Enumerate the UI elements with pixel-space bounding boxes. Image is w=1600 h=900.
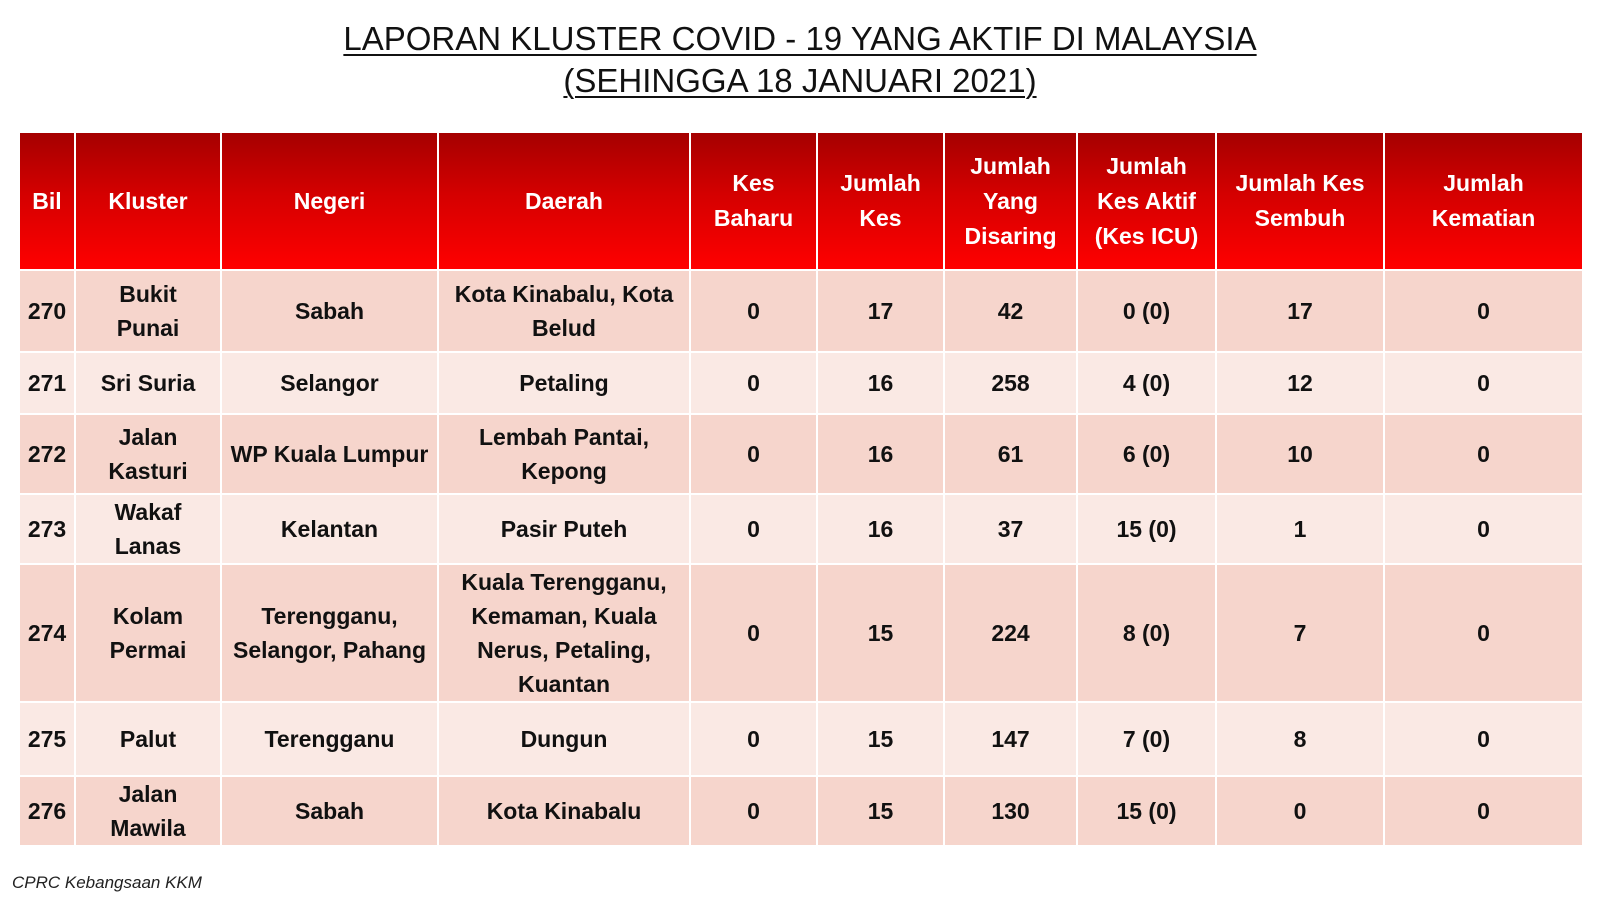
cell-kematian: 0 — [1384, 494, 1583, 564]
header-bil: Bil — [19, 132, 75, 270]
cell-jumlah-kes: 15 — [817, 564, 944, 702]
cell-negeri: Terengganu, Selangor, Pahang — [221, 564, 438, 702]
cell-negeri: Sabah — [221, 270, 438, 352]
cell-negeri: Terengganu — [221, 702, 438, 776]
table-row — [19, 270, 1583, 352]
cell-kematian: 0 — [1384, 564, 1583, 702]
header-kluster: Kluster — [75, 132, 221, 270]
table-row — [19, 352, 1583, 414]
cell-negeri: Sabah — [221, 776, 438, 846]
header-jumlah-kes: Jumlah Kes — [817, 132, 944, 270]
cell-bil: 273 — [19, 494, 75, 564]
cell-kematian: 0 — [1384, 414, 1583, 494]
cell-kes-aktif: 8 (0) — [1077, 564, 1216, 702]
cell-kes-baharu: 0 — [690, 494, 817, 564]
cell-jumlah-disaring: 130 — [944, 776, 1077, 846]
cell-kluster: Wakaf Lanas — [75, 494, 221, 564]
cell-kes-baharu: 0 — [690, 776, 817, 846]
cell-kes-baharu: 0 — [690, 702, 817, 776]
cell-kematian: 0 — [1384, 352, 1583, 414]
cell-kes-aktif: 7 (0) — [1077, 702, 1216, 776]
header-kes-baharu: Kes Baharu — [690, 132, 817, 270]
cell-kes-aktif: 4 (0) — [1077, 352, 1216, 414]
title-line-2: (SEHINGGA 18 JANUARI 2021) — [563, 62, 1037, 99]
header-negeri: Negeri — [221, 132, 438, 270]
cell-bil: 271 — [19, 352, 75, 414]
cell-jumlah-kes: 15 — [817, 702, 944, 776]
cell-daerah: Dungun — [438, 702, 690, 776]
cell-kes-baharu: 0 — [690, 270, 817, 352]
cell-daerah: Kota Kinabalu, Kota Belud — [438, 270, 690, 352]
cell-kes-sembuh: 1 — [1216, 494, 1384, 564]
cell-kes-aktif: 6 (0) — [1077, 414, 1216, 494]
cell-bil: 276 — [19, 776, 75, 846]
cell-kluster: Bukit Punai — [75, 270, 221, 352]
cell-kes-sembuh: 0 — [1216, 776, 1384, 846]
cell-kes-baharu: 0 — [690, 564, 817, 702]
cell-jumlah-disaring: 61 — [944, 414, 1077, 494]
cell-kes-aktif: 15 (0) — [1077, 494, 1216, 564]
cell-kematian: 0 — [1384, 702, 1583, 776]
cell-kematian: 0 — [1384, 270, 1583, 352]
cell-kes-sembuh: 10 — [1216, 414, 1384, 494]
cell-bil: 270 — [19, 270, 75, 352]
cell-negeri: WP Kuala Lumpur — [221, 414, 438, 494]
cell-daerah: Pasir Puteh — [438, 494, 690, 564]
cell-kes-sembuh: 17 — [1216, 270, 1384, 352]
header-daerah: Daerah — [438, 132, 690, 270]
cell-jumlah-kes: 16 — [817, 352, 944, 414]
cell-kluster: Sri Suria — [75, 352, 221, 414]
cell-daerah: Lembah Pantai, Kepong — [438, 414, 690, 494]
cell-kes-aktif: 15 (0) — [1077, 776, 1216, 846]
table-row — [19, 776, 1583, 846]
header-row — [19, 132, 1583, 270]
cell-daerah: Petaling — [438, 352, 690, 414]
table-row — [19, 414, 1583, 494]
header-jumlah-disaring: Jumlah Yang Disaring — [944, 132, 1077, 270]
cell-jumlah-disaring: 224 — [944, 564, 1077, 702]
cell-kes-sembuh: 7 — [1216, 564, 1384, 702]
cell-kluster: Jalan Mawila — [75, 776, 221, 846]
cell-bil: 274 — [19, 564, 75, 702]
header-jumlah-kematian: Jumlah Kematian — [1384, 132, 1583, 270]
cell-jumlah-disaring: 37 — [944, 494, 1077, 564]
table-row — [19, 702, 1583, 776]
cell-kluster: Kolam Permai — [75, 564, 221, 702]
cell-kematian: 0 — [1384, 776, 1583, 846]
cluster-table — [18, 131, 1584, 847]
cell-daerah: Kota Kinabalu — [438, 776, 690, 846]
cell-kluster: Jalan Kasturi — [75, 414, 221, 494]
cell-kes-sembuh: 12 — [1216, 352, 1384, 414]
title-line-1: LAPORAN KLUSTER COVID - 19 YANG AKTIF DI MALAYSIA — [343, 20, 1257, 57]
header-jumlah-kes-aktif: Jumlah Kes Aktif (Kes ICU) — [1077, 132, 1216, 270]
cell-jumlah-kes: 17 — [817, 270, 944, 352]
cell-bil: 275 — [19, 702, 75, 776]
cell-negeri: Kelantan — [221, 494, 438, 564]
report-title — [0, 18, 1600, 102]
cell-bil: 272 — [19, 414, 75, 494]
cell-kes-sembuh: 8 — [1216, 702, 1384, 776]
cell-jumlah-disaring: 258 — [944, 352, 1077, 414]
table-row — [19, 494, 1583, 564]
cell-daerah: Kuala Terengganu, Kemaman, Kuala Nerus, Petaling, Kuantan — [438, 564, 690, 702]
cell-jumlah-kes: 16 — [817, 414, 944, 494]
cell-jumlah-disaring: 147 — [944, 702, 1077, 776]
table-body — [19, 270, 1583, 846]
cell-kluster: Palut — [75, 702, 221, 776]
cell-jumlah-kes: 16 — [817, 494, 944, 564]
table-header — [19, 132, 1583, 270]
table-row — [19, 564, 1583, 702]
header-jumlah-kes-sembuh: Jumlah Kes Sembuh — [1216, 132, 1384, 270]
cell-kes-baharu: 0 — [690, 352, 817, 414]
cell-kes-baharu: 0 — [690, 414, 817, 494]
source-footer: CPRC Kebangsaan KKM — [12, 873, 202, 892]
cell-jumlah-kes: 15 — [817, 776, 944, 846]
cell-kes-aktif: 0 (0) — [1077, 270, 1216, 352]
cell-negeri: Selangor — [221, 352, 438, 414]
cell-jumlah-disaring: 42 — [944, 270, 1077, 352]
